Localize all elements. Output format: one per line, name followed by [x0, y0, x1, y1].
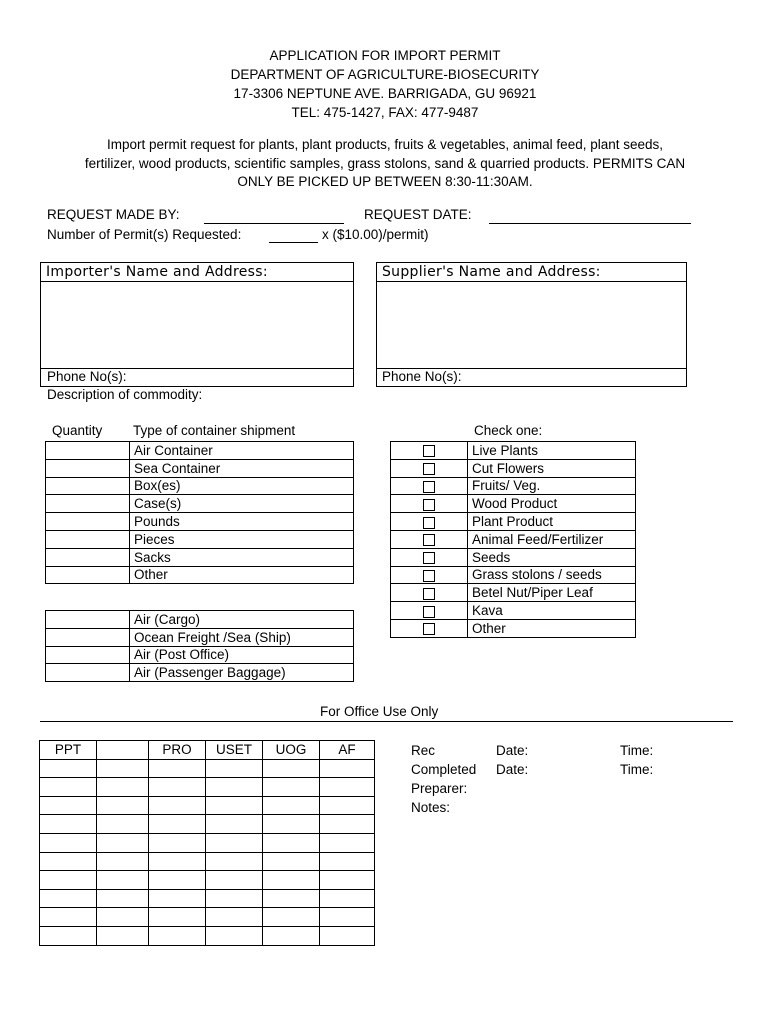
commodity-checkbox[interactable]	[423, 552, 435, 564]
office-column-label: AF	[338, 742, 356, 758]
office-cell[interactable]	[40, 908, 97, 927]
quantity-cell[interactable]	[46, 548, 130, 566]
office-column-label: USET	[215, 742, 252, 758]
office-row	[40, 926, 375, 945]
shipment-type-label: Pounds	[130, 513, 354, 531]
office-cell[interactable]	[40, 926, 97, 945]
shipment-type-label: Ocean Freight /Sea (Ship)	[130, 628, 354, 646]
rec-time-label: Time:	[620, 743, 654, 758]
office-cell[interactable]	[97, 926, 149, 945]
office-row	[40, 815, 375, 834]
commodity-row	[391, 513, 636, 531]
quantity-header: Quantity	[52, 423, 103, 438]
office-cell[interactable]	[320, 926, 375, 945]
completed-label: Completed	[411, 762, 477, 777]
rec-label: Rec	[411, 743, 436, 758]
commodity-row	[391, 459, 636, 477]
office-cell[interactable]	[320, 796, 375, 815]
office-cell[interactable]	[206, 759, 263, 778]
commodity-checkbox[interactable]	[423, 606, 435, 618]
commodity-label: Kava	[468, 602, 636, 620]
quantity-cell[interactable]	[46, 628, 130, 646]
office-cell[interactable]	[97, 889, 149, 908]
shipment-type-label: Pieces	[130, 530, 354, 548]
commodity-checkbox[interactable]	[423, 570, 435, 582]
commodity-label: Betel Nut/Piper Leaf	[468, 584, 636, 602]
office-row	[40, 778, 375, 797]
office-divider	[40, 721, 733, 722]
request-date-field[interactable]	[489, 223, 691, 224]
office-row	[40, 871, 375, 890]
commodity-checkbox[interactable]	[423, 445, 435, 457]
office-column-label: UOG	[275, 742, 307, 758]
commodity-checkbox[interactable]	[423, 534, 435, 546]
form-header	[0, 46, 770, 122]
office-cell[interactable]	[263, 759, 320, 778]
request-made-by-label: REQUEST MADE BY:	[47, 207, 180, 222]
office-cell[interactable]	[320, 852, 375, 871]
office-column-label: PPT	[54, 742, 82, 758]
supplier-phone-label: Phone No(s):	[382, 369, 462, 384]
shipment-type-label: Box(es)	[130, 477, 354, 495]
shipment-type-label: Sacks	[130, 548, 354, 566]
office-cell[interactable]	[97, 759, 149, 778]
intro-line-3: ONLY BE PICKED UP BETWEEN 8:30-11:30AM.	[237, 174, 533, 189]
office-cell[interactable]	[149, 871, 206, 890]
preparer-label: Preparer:	[411, 781, 468, 796]
shipment-row	[46, 646, 354, 664]
quantity-cell[interactable]	[46, 611, 130, 629]
office-row	[40, 908, 375, 927]
commodity-label: Description of commodity:	[47, 387, 203, 402]
shipment-row	[46, 530, 354, 548]
commodity-label: Grass stolons / seeds	[468, 566, 636, 584]
commodity-row	[391, 602, 636, 620]
intro-text	[20, 136, 750, 192]
intro-line-2: fertilizer, wood products, scientific samples, grass stolons, sand & quarried products. PERMITS CAN	[84, 155, 686, 171]
checkbox-cell	[391, 566, 468, 584]
checkbox-cell	[391, 495, 468, 513]
office-cell[interactable]	[97, 871, 149, 890]
office-cell[interactable]	[320, 759, 375, 778]
office-row	[40, 796, 375, 815]
shipment-row	[46, 566, 354, 584]
quantity-cell[interactable]	[46, 566, 130, 584]
office-row	[40, 759, 375, 778]
commodity-checkbox[interactable]	[423, 588, 435, 600]
office-cell[interactable]	[40, 815, 97, 834]
office-cell[interactable]	[97, 908, 149, 927]
shipment-type-label: Sea Container	[130, 459, 354, 477]
office-column-header	[40, 741, 97, 760]
commodity-row	[391, 548, 636, 566]
commodity-row	[391, 619, 636, 637]
office-cell[interactable]	[40, 852, 97, 871]
commodity-label: Live Plants	[468, 442, 636, 460]
commodity-label: Animal Feed/Fertilizer	[468, 530, 636, 548]
office-cell[interactable]	[149, 759, 206, 778]
form-title: APPLICATION FOR IMPORT PERMIT	[269, 48, 501, 63]
quantity-cell[interactable]	[46, 530, 130, 548]
commodity-row	[391, 584, 636, 602]
checkbox-cell	[391, 530, 468, 548]
office-cell[interactable]	[206, 871, 263, 890]
commodity-checkbox[interactable]	[423, 517, 435, 529]
checkbox-cell	[391, 513, 468, 531]
office-use-title: For Office Use Only	[320, 704, 439, 719]
office-row	[40, 889, 375, 908]
office-header-row	[40, 741, 375, 760]
quantity-cell[interactable]	[46, 442, 130, 460]
office-cell[interactable]	[320, 889, 375, 908]
checkbox-cell	[391, 477, 468, 495]
commodity-row	[391, 442, 636, 460]
permits-requested-label: Number of Permit(s) Requested:	[47, 227, 242, 242]
commodity-checkbox[interactable]	[423, 499, 435, 511]
office-cell[interactable]	[263, 852, 320, 871]
quantity-cell[interactable]	[46, 477, 130, 495]
office-cell[interactable]	[206, 908, 263, 927]
commodity-checkbox[interactable]	[423, 623, 435, 635]
office-cell[interactable]	[40, 833, 97, 852]
shipment-type-label: Case(s)	[130, 495, 354, 513]
office-cell[interactable]	[206, 926, 263, 945]
mode-table	[45, 610, 354, 682]
department-phone: TEL: 475-1427, FAX: 477-9487	[291, 105, 479, 120]
commodity-checkbox[interactable]	[423, 481, 435, 493]
office-cell[interactable]	[320, 778, 375, 797]
office-cell[interactable]	[97, 815, 149, 834]
completed-date-label: Date:	[496, 762, 529, 777]
office-cell[interactable]	[149, 796, 206, 815]
shipment-row	[46, 548, 354, 566]
office-cell[interactable]	[206, 833, 263, 852]
office-cell[interactable]	[263, 926, 320, 945]
office-cell[interactable]	[206, 796, 263, 815]
commodity-check-table	[390, 441, 636, 638]
check-one-header: Check one:	[474, 423, 543, 438]
shipment-row	[46, 459, 354, 477]
commodity-row	[391, 477, 636, 495]
office-row	[40, 852, 375, 871]
commodity-checkbox[interactable]	[423, 463, 435, 475]
office-cell[interactable]	[263, 833, 320, 852]
checkbox-cell	[391, 442, 468, 460]
office-column-header	[206, 741, 263, 760]
office-cell[interactable]	[320, 871, 375, 890]
office-cell[interactable]	[40, 889, 97, 908]
office-cell[interactable]	[263, 815, 320, 834]
department-address: 17-3306 NEPTUNE AVE. BARRIGADA, GU 96921	[233, 86, 537, 101]
supplier-title: Supplier's Name and Address:	[382, 264, 601, 280]
checkbox-cell	[391, 459, 468, 477]
office-cell[interactable]	[40, 871, 97, 890]
office-cell[interactable]	[263, 889, 320, 908]
office-column-header	[97, 741, 149, 760]
office-cell[interactable]	[149, 889, 206, 908]
office-cell[interactable]	[97, 778, 149, 797]
office-cell[interactable]	[40, 796, 97, 815]
checkbox-cell	[391, 548, 468, 566]
office-column-header	[320, 741, 375, 760]
department-name: DEPARTMENT OF AGRICULTURE-BIOSECURITY	[230, 67, 540, 82]
notes-label: Notes:	[411, 800, 451, 815]
shipment-row	[46, 611, 354, 629]
quantity-cell[interactable]	[46, 664, 130, 682]
request-date-label: REQUEST DATE:	[364, 207, 472, 222]
importer-title: Importer's Name and Address:	[46, 264, 268, 280]
shipment-type-label: Air (Post Office)	[130, 646, 354, 664]
shipment-row	[46, 513, 354, 531]
office-cell[interactable]	[40, 759, 97, 778]
office-cell[interactable]	[320, 908, 375, 927]
office-row	[40, 833, 375, 852]
office-cell[interactable]	[40, 778, 97, 797]
commodity-row	[391, 566, 636, 584]
shipment-type-label: Air (Passenger Baggage)	[130, 664, 354, 682]
commodity-label: Seeds	[468, 548, 636, 566]
checkbox-cell	[391, 584, 468, 602]
commodity-label: Wood Product	[468, 495, 636, 513]
commodity-label: Fruits/ Veg.	[468, 477, 636, 495]
permit-fee-label: x ($10.00)/permit)	[322, 227, 429, 242]
request-made-by-field[interactable]	[204, 223, 344, 224]
office-cell[interactable]	[320, 833, 375, 852]
shipment-row	[46, 442, 354, 460]
office-cell[interactable]	[263, 778, 320, 797]
office-cell[interactable]	[263, 908, 320, 927]
office-cell[interactable]	[263, 796, 320, 815]
shipment-row	[46, 628, 354, 646]
office-date-labels	[496, 741, 528, 779]
office-cell[interactable]	[320, 815, 375, 834]
checkbox-cell	[391, 602, 468, 620]
office-cell[interactable]	[97, 833, 149, 852]
office-cell[interactable]	[149, 778, 206, 797]
container-table	[45, 441, 354, 584]
shipment-type-label: Air (Cargo)	[130, 611, 354, 629]
supplier-box[interactable]	[376, 262, 687, 387]
office-column-header	[263, 741, 320, 760]
commodity-label: Plant Product	[468, 513, 636, 531]
office-cell[interactable]	[206, 778, 263, 797]
office-cell[interactable]	[263, 871, 320, 890]
shipment-row	[46, 664, 354, 682]
quantity-cell[interactable]	[46, 513, 130, 531]
office-use-table	[39, 740, 375, 946]
office-column-label: PRO	[162, 742, 192, 758]
office-labels	[411, 741, 476, 817]
office-column-header	[149, 741, 206, 760]
office-time-labels	[620, 741, 653, 779]
quantity-cell[interactable]	[46, 495, 130, 513]
shipment-row	[46, 477, 354, 495]
office-cell[interactable]	[149, 815, 206, 834]
office-cell[interactable]	[97, 796, 149, 815]
commodity-row	[391, 495, 636, 513]
office-cell[interactable]	[149, 926, 206, 945]
office-cell[interactable]	[206, 889, 263, 908]
checkbox-cell	[391, 619, 468, 637]
office-cell[interactable]	[149, 908, 206, 927]
shipment-type-header: Type of container shipment	[133, 423, 296, 438]
office-cell[interactable]	[97, 852, 149, 871]
importer-phone-label: Phone No(s):	[47, 369, 127, 384]
commodity-row	[391, 530, 636, 548]
shipment-type-label: Other	[130, 566, 354, 584]
shipment-type-label: Air Container	[130, 442, 354, 460]
quantity-cell[interactable]	[46, 646, 130, 664]
permits-count-field[interactable]	[269, 242, 318, 243]
importer-box[interactable]	[40, 262, 354, 387]
office-cell[interactable]	[206, 852, 263, 871]
completed-time-label: Time:	[620, 762, 654, 777]
shipment-row	[46, 495, 354, 513]
office-cell[interactable]	[206, 815, 263, 834]
commodity-label: Other	[468, 619, 636, 637]
quantity-cell[interactable]	[46, 459, 130, 477]
intro-line-1: Import permit request for plants, plant products, fruits & vegetables, animal feed, plant seeds,	[106, 137, 664, 152]
office-cell[interactable]	[149, 852, 206, 871]
office-cell[interactable]	[149, 833, 206, 852]
rec-date-label: Date:	[496, 743, 529, 758]
commodity-label: Cut Flowers	[468, 459, 636, 477]
